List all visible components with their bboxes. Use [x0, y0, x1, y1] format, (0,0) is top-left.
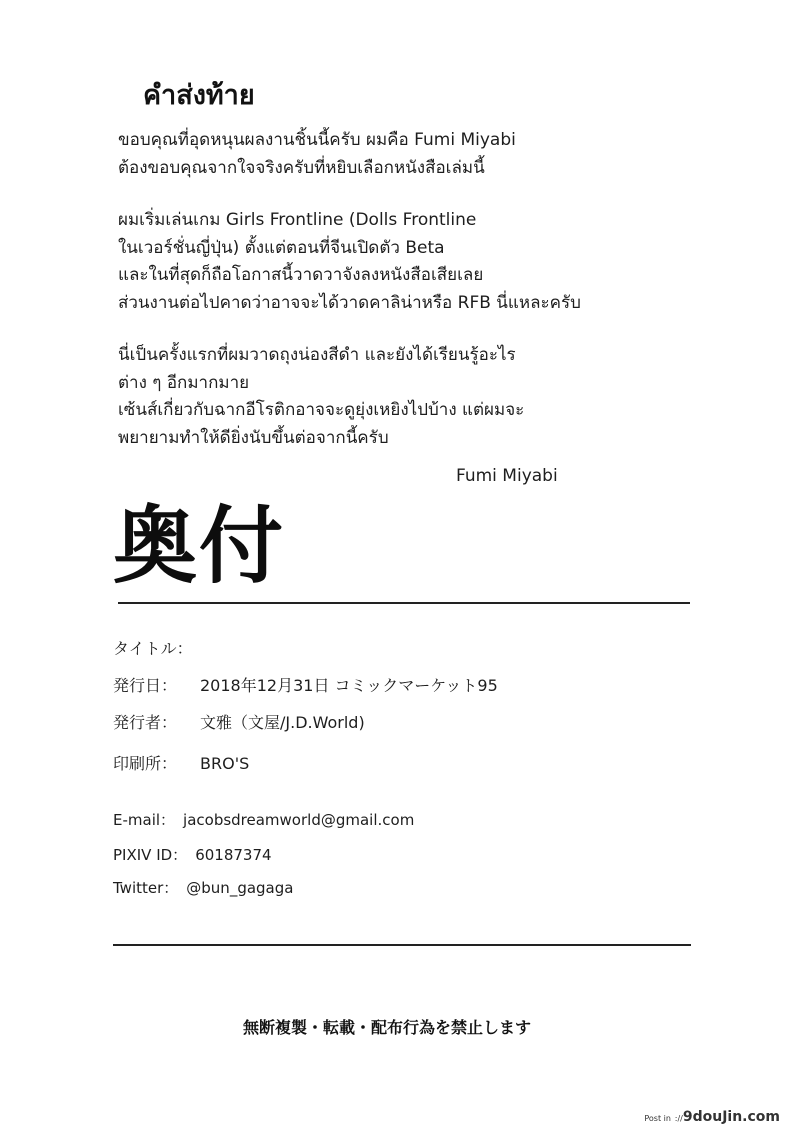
afterword-paragraph-3: [118, 342, 524, 452]
watermark-site: 9douJin.com: [682, 1109, 780, 1125]
bottom-divider: [113, 944, 691, 946]
copyright-notice: 無断複製・転載・配布行為を禁止します: [243, 1018, 532, 1037]
paragraph-line: ส่วนงานต่อไปคาดว่าอาจจะได้วาดคาลิน่าหรือ RFB นี่แหละครับ: [118, 292, 581, 313]
paragraph-line: ต่าง ๆ อีกมากมาย: [118, 372, 250, 393]
paragraph-line: ขอบคุณที่อุดหนุนผลงานชิ้นนี้ครับ ผมคือ Fumi Miyabi: [118, 130, 516, 150]
email-row: [113, 809, 414, 830]
title-label: タイトル：: [113, 639, 193, 658]
pixiv-row: [113, 844, 272, 865]
afterword-paragraph-1: [118, 127, 516, 182]
watermark-prefix: Post in: [644, 1114, 671, 1123]
afterword-paragraph-2: [118, 207, 581, 317]
paragraph-line: ในเวอร์ชั่นญี่ปุ่น) ตั้งแต่ตอนที่จีนเปิดตัว Beta: [118, 237, 445, 258]
watermark-slashes: ://: [674, 1114, 683, 1123]
email-value: jacobsdreamworld@gmail.com: [183, 811, 415, 829]
paragraph-line: ผมเริ่มเล่นเกม Girls Frontline (Dolls Frontline: [118, 210, 477, 230]
paragraph-line: นี่เป็นครั้งแรกที่ผมวาดถุงน่องสีดำ และยังได้เรียนรู้อะไร: [118, 345, 516, 365]
twitter-row: [113, 877, 293, 898]
paragraph-line: พยายามทำให้ดียิ่งนับขึ้นต่อจากนี้ครับ: [118, 427, 389, 448]
afterword-title: คำส่งท้าย: [143, 80, 255, 111]
site-watermark: [644, 1109, 780, 1125]
email-label: E-mail：: [113, 811, 176, 829]
paragraph-line: ต้องขอบคุณจากใจจริงครับที่หยิบเลือกหนังสือเล่มนี้: [118, 157, 485, 178]
author-signature: Fumi Miyabi: [456, 466, 558, 486]
date-value: 2018年12月31日 コミックマーケット95: [200, 676, 498, 695]
pixiv-value: 60187374: [195, 846, 272, 864]
publisher-row: [113, 710, 365, 733]
publisher-value: 文雅（文屋/J.D.World): [200, 713, 365, 732]
paragraph-line: และในที่สุดก็ถือโอกาสนี้วาดวาจังลงหนังสือเสียเลย: [118, 265, 484, 285]
printer-label: 印刷所：: [113, 754, 178, 773]
date-label: 発行日：: [113, 676, 178, 695]
title-row: [113, 636, 200, 659]
twitter-value: @bun_gagaga: [186, 879, 294, 897]
colophon-heading: 奥付: [113, 497, 286, 595]
pixiv-label: PIXIV ID：: [113, 846, 188, 864]
twitter-label: Twitter：: [113, 879, 179, 897]
paragraph-line: เซ้นส์เกี่ยวกับฉากอีโรติกอาจจะดูยุ่งเหยิงไปบ้าง แต่ผมจะ: [118, 400, 525, 420]
top-divider: [118, 602, 690, 604]
printer-row: [113, 751, 249, 774]
date-row: [113, 673, 498, 696]
printer-value: BRO'S: [200, 754, 250, 773]
publisher-label: 発行者：: [113, 713, 178, 732]
